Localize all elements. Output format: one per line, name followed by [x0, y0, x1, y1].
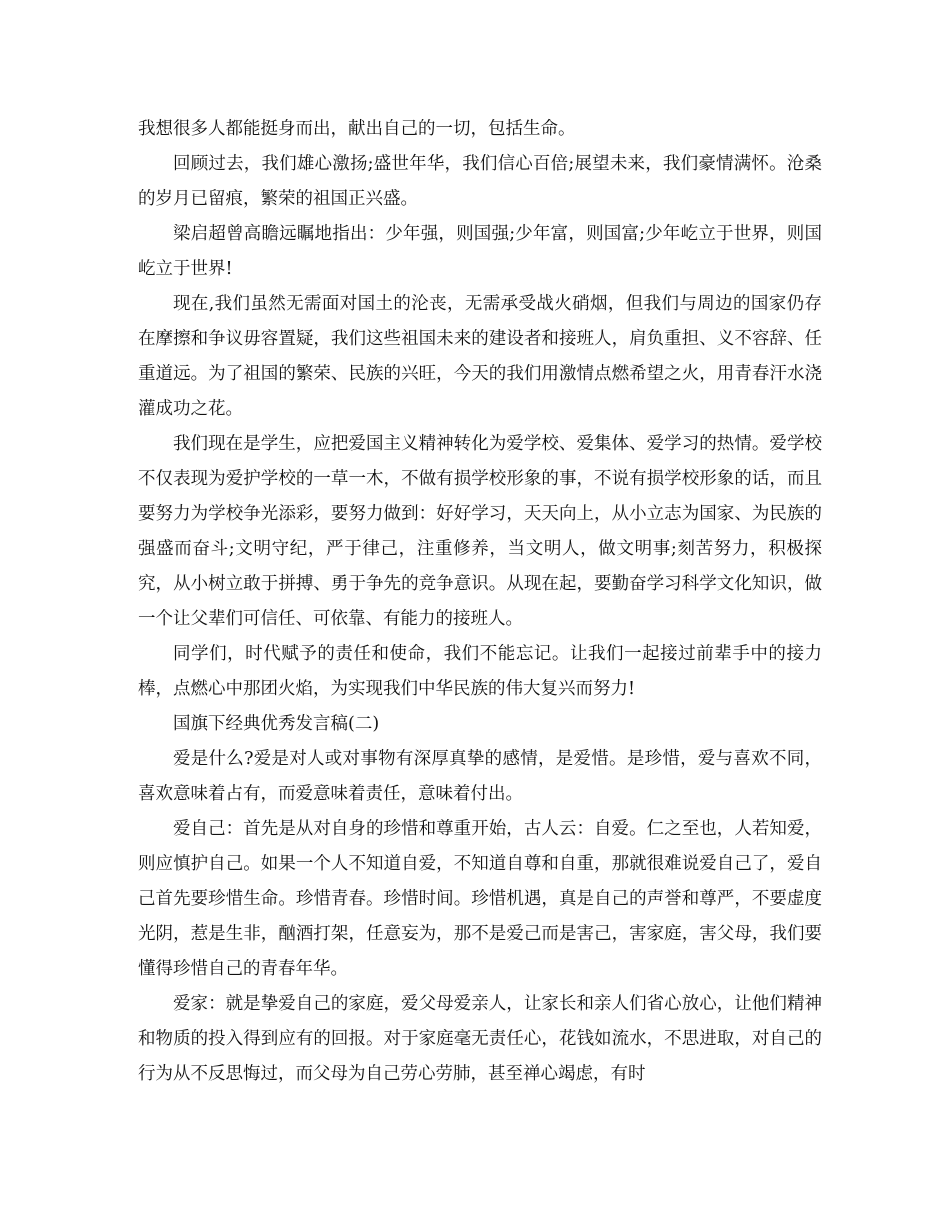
section-heading: 国旗下经典优秀发言稿(二)	[173, 714, 380, 734]
paragraph-8: 爱自己：首先是从对自身的珍惜和尊重开始，古人云：自爱。仁之至也，人若知爱，则应慎护自己。如果一个人不知道自爱，不知道自尊和自重，那就很难说爱自己了，爱自己首先要珍惜生命。珍惜青春。珍惜时间。珍惜机遇，真是自己的声誉和尊严，不要虚度光阴，惹是生非，酗酒打架，任意妄为，那不是爱己而是害己，害家庭，害父母，我们要懂得珍惜自己的青春年华。	[138, 819, 822, 979]
paragraph-4: 现在,我们虽然无需面对国土的沦丧，无需承受战火硝烟，但我们与周边的国家仍存在摩擦和争议毋容置疑，我们这些祖国未来的建设者和接班人，肩负重担、义不容辞、任重道远。为了祖国的繁荣、民族的兴旺，今天的我们用激情点燃希望之火，用青春汗水浇灌成功之花。	[138, 294, 822, 419]
paragraph-5: 我们现在是学生，应把爱国主义精神转化为爱学校、爱集体、爱学习的热情。爱学校不仅表现为爱护学校的一草一木，不做有损学校形象的事，不说有损学校形象的话，而且要努力为学校争光添彩，要努力做到：好好学习，天天向上，从小立志为国家、为民族的强盛而奋斗;文明守纪，严于律己，注重修养，当文明人，做文明事;刻苦努力，积极探究，从小树立敢于拼搏、勇于争先的竞争意识。从现在起，要勤奋学习科学文化知识，做一个让父辈们可信任、可依靠、有能力的接班人。	[138, 434, 822, 629]
document-body	[138, 112, 822, 1092]
paragraph-2: 回顾过去，我们雄心激扬;盛世年华，我们信心百倍;展望未来，我们豪情满怀。沧桑的岁月已留痕，繁荣的祖国正兴盛。	[138, 154, 822, 209]
paragraph-1: 我想很多人都能挺身而出，献出自己的一切，包括生命。	[138, 119, 576, 139]
paragraph-7: 爱是什么?爱是对人或对事物有深厚真挚的感情，是爱惜。是珍惜，爱与喜欢不同，喜欢意味着占有，而爱意味着责任，意味着付出。	[138, 749, 822, 804]
paragraph-3: 梁启超曾高瞻远瞩地指出：少年强，则国强;少年富，则国富;少年屹立于世界，则国屹立于世界!	[138, 224, 822, 279]
paragraph-6: 同学们，时代赋予的责任和使命，我们不能忘记。让我们一起接过前辈手中的接力棒，点燃心中那团火焰，为实现我们中华民族的伟大复兴而努力!	[138, 644, 822, 699]
paragraph-9: 爱家：就是挚爱自己的家庭，爱父母爱亲人，让家长和亲人们省心放心，让他们精神和物质的投入得到应有的回报。对于家庭毫无责任心，花钱如流水，不思进取，对自己的行为从不反思悔过，而父母为自己劳心劳肺，甚至禅心竭虑，有时	[138, 994, 822, 1084]
